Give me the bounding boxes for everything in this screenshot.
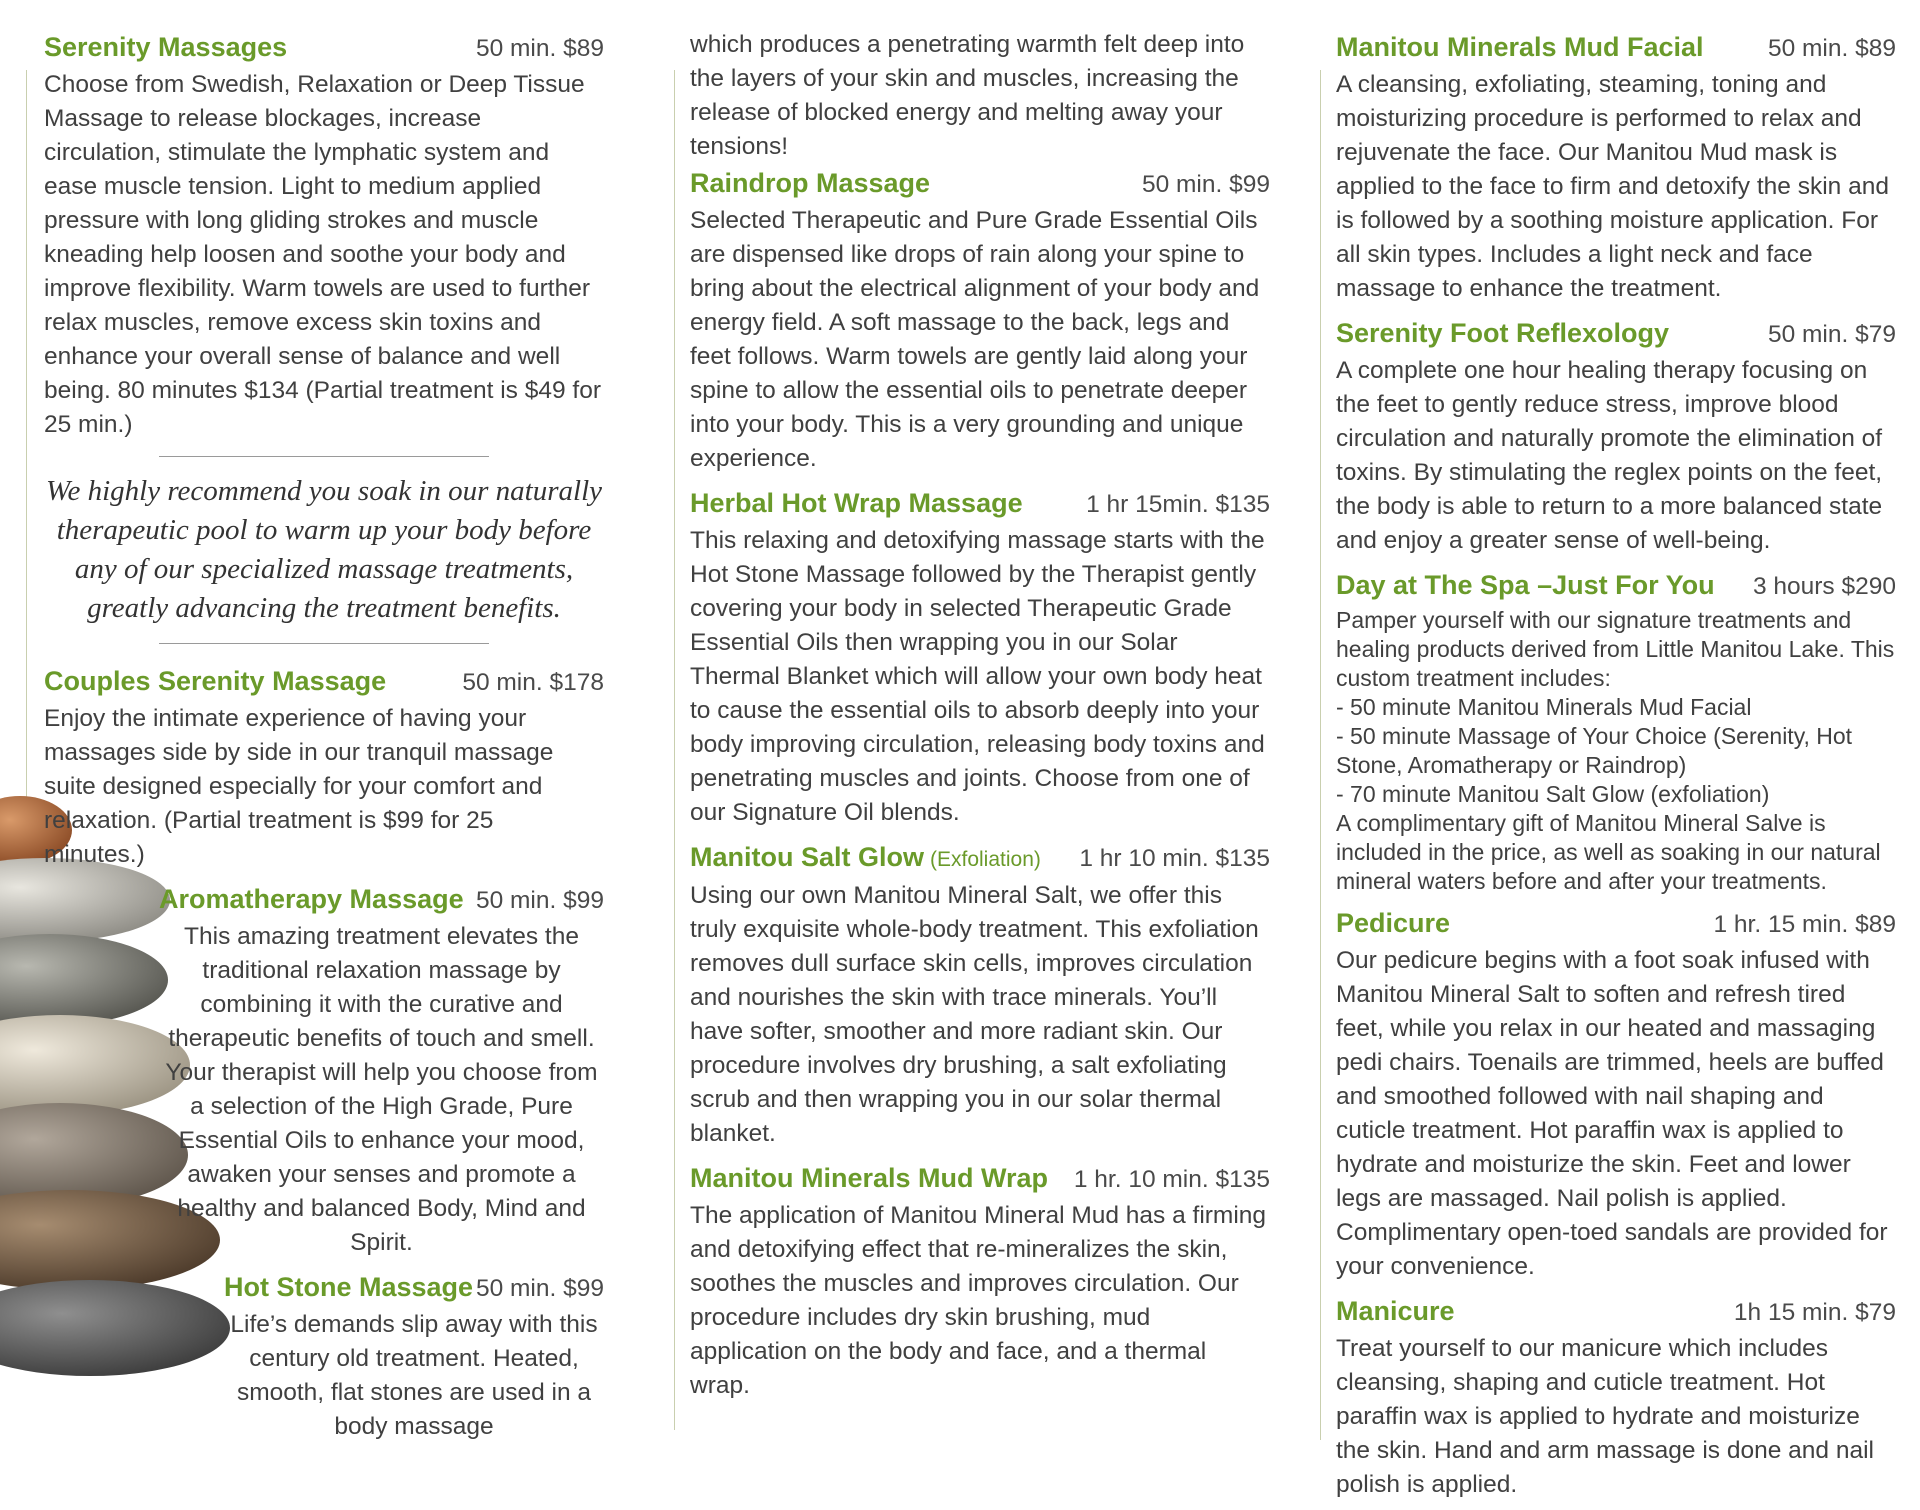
- service-couples-serenity-massage: [44, 662, 604, 872]
- service-title: Manicure: [1336, 1296, 1455, 1326]
- service-pedicure: [1336, 904, 1896, 1284]
- service-title: Manitou Salt Glow: [690, 842, 924, 872]
- service-foot-reflexology: [1336, 314, 1896, 558]
- service-title: Serenity Massages: [44, 32, 288, 62]
- service-title: Raindrop Massage: [690, 168, 931, 198]
- service-description: Life’s demands slip away with this century old treatment. Heated, smooth, flat stones are used in a body massage: [230, 1311, 598, 1440]
- service-description: The application of Manitou Mineral Mud has a firming and detoxifying effect that re-mineralizes the skin, soothes the muscles and improves circulation. Our procedure includes dry skin brushing, mud application on the body and face, and a thermal wrap.: [690, 1202, 1267, 1399]
- service-hot-stone-massage: [44, 1268, 604, 1444]
- service-description: Treat yourself to our manicure which includes cleansing, shaping and cuticle treatment. Hot paraffin wax is applied to hydrate and moisturize the skin. Hand and arm massage is done and nail polish is applied.: [1336, 1335, 1874, 1498]
- service-description: Our pedicure begins with a foot soak infused with Manitou Mineral Salt to soften and refresh tired feet, while you relax in our heated and massaging pedi chairs. Toenails are trimmed, heels are buffed and smoothed followed with nail shaping and cuticle treatment. Hot paraffin wax is applied to hydrate and moisturize the skin. Feet and lower legs are massaged. Nail polish is applied. Complimentary open-toed sandals are provided for your convenience.: [1336, 947, 1888, 1280]
- list-item: - 70 minute Manitou Salt Glow (exfoliation): [1336, 781, 1770, 807]
- service-price: 1 hr. 15 min. $89: [1713, 911, 1896, 938]
- service-price: 1 hr. 10 min. $135: [1073, 1166, 1270, 1193]
- service-manicure: [1336, 1292, 1896, 1502]
- column-divider-1: [26, 70, 27, 830]
- service-title: Herbal Hot Wrap Massage: [690, 488, 1023, 518]
- service-description: Choose from Swedish, Relaxation or Deep Tissue Massage to release blockages, increase circulation, stimulate the lymphatic system and ease muscle tension. Light to medium applied pressure with long gliding strokes and muscle kneading help loosen and soothe your body and improve flexibility. Warm towels are used to further relax muscles, remove excess skin toxins and enhance your overall sense of balance and well being. 80 minutes $134 (Partial treatment is $49 for 25 min.): [44, 71, 602, 438]
- service-raindrop-massage: [690, 164, 1270, 476]
- list-item: - 50 minute Massage of Your Choice (Serenity, Hot Stone, Aromatherapy or Raindrop): [1336, 723, 1853, 778]
- hot-stone-continued: which produces a penetrating warmth felt deep into the layers of your skin and muscles, increasing the release of blocked energy and melting away your tensions!: [690, 31, 1245, 160]
- service-description: Pamper yourself with our signature treatments and healing products derived from Little Manitou Lake. This custom treatment includes:: [1336, 607, 1895, 691]
- service-title: Hot Stone Massage: [224, 1272, 474, 1302]
- service-title: Day at The Spa –Just For You: [1336, 570, 1715, 600]
- service-title: Manitou Minerals Mud Facial: [1336, 32, 1704, 62]
- service-price: 3 hours $290: [1752, 573, 1896, 600]
- service-description: Enjoy the intimate experience of having your massages side by side in our tranquil massage suite designed especially for your comfort and relaxation. (Partial treatment is $99 for 25 minutes.): [44, 705, 554, 868]
- service-price: 50 min. $99: [475, 1275, 604, 1302]
- service-mud-wrap: [690, 1159, 1270, 1403]
- list-item: - 50 minute Manitou Minerals Mud Facial: [1336, 694, 1752, 720]
- service-price: 50 min. $89: [1767, 35, 1896, 62]
- service-price: 1 hr 15min. $135: [1086, 491, 1270, 518]
- column-2: [690, 28, 1270, 1411]
- service-title: Serenity Foot Reflexology: [1336, 318, 1670, 348]
- service-serenity-massages: [44, 28, 604, 442]
- service-price: 50 min. $178: [462, 669, 604, 696]
- service-aromatherapy-massage: [44, 880, 604, 1260]
- column-divider-2: [674, 70, 675, 1430]
- service-description: A complete one hour healing therapy focusing on the feet to gently reduce stress, improve blood circulation and naturally promote the elimination of toxins. By stimulating the reglex points on the feet, the body is able to return to a more balanced state and enjoy a greater sense of well-being.: [1336, 357, 1883, 554]
- service-mud-facial: [1336, 28, 1896, 306]
- service-manitou-salt-glow: [690, 838, 1270, 1151]
- included-items-list: [1336, 693, 1896, 809]
- column-3: [1336, 28, 1896, 1510]
- service-description: This amazing treatment elevates the traditional relaxation massage by combining it with the curative and therapeutic benefits of touch and smell. Your therapist will help you choose from a selection of the High Grade, Pure Essential Oils to enhance your mood, awaken your senses and promote a healthy and balanced Body, Mind and Spirit.: [165, 923, 598, 1256]
- service-gift-note: A complimentary gift of Manitou Mineral Salve is included in the price, as well as soaking in our natural mineral waters before and after your treatments.: [1336, 810, 1881, 894]
- service-price: 50 min. $99: [1141, 171, 1270, 198]
- column-1: [44, 28, 604, 1452]
- service-description: Using our own Manitou Mineral Salt, we offer this truly exquisite whole-body treatment. This exfoliation removes dull surface skin cells, improves circulation and nourishes the skin with trace minerals. You’ll have softer, smoother and more radiant skin. Our procedure involves dry brushing, a salt exfoliating scrub and then wrapping you in our solar thermal blanket.: [690, 882, 1259, 1147]
- service-title: Manitou Minerals Mud Wrap: [690, 1163, 1049, 1193]
- service-title: Pedicure: [1336, 908, 1451, 938]
- soak-recommendation: We highly recommend you soak in our naturally therapeutic pool to warm up your body before any of our specialized massage treatments, greatly advancing the treatment benefits.: [44, 456, 604, 644]
- service-description: Selected Therapeutic and Pure Grade Essential Oils are dispensed like drops of rain along your spine to bring about the electrical alignment of your body and energy field. A soft massage to the back, legs and feet follows. Warm towels are gently laid along your spine to allow the essential oils to penetrate deeper into your body. This is a very grounding and unique experience.: [690, 207, 1260, 472]
- service-price: 1h 15 min. $79: [1733, 1299, 1896, 1326]
- service-description: A cleansing, exfoliating, steaming, toning and moisturizing procedure is performed to relax and rejuvenate the face. Our Manitou Mud mask is applied to the face to firm and detoxify the skin and is followed by a soothing moisture application. For all skin types. Includes a light neck and face massage to enhance the treatment.: [1336, 71, 1889, 302]
- service-subtitle: (Exfoliation): [930, 848, 1041, 871]
- service-description: This relaxing and detoxifying massage starts with the Hot Stone Massage followed by the Therapist gently covering your body in selected Therapeutic Grade Essential Oils then wrapping you in our Solar Thermal Blanket which will allow your own body heat to cause the essential oils to absorb deeply into your body improving circulation, releasing body toxins and penetrating muscles and joints. Choose from one of our Signature Oil blends.: [690, 527, 1265, 826]
- column-divider-3: [1320, 70, 1321, 1440]
- service-herbal-hot-wrap: [690, 484, 1270, 830]
- service-title: Couples Serenity Massage: [44, 666, 387, 696]
- service-price: 50 min. $99: [475, 887, 604, 914]
- service-day-at-the-spa: [1336, 566, 1896, 896]
- service-title: Aromatherapy Massage: [159, 884, 464, 914]
- service-price: 50 min. $89: [475, 35, 604, 62]
- service-price: 50 min. $79: [1767, 321, 1896, 348]
- service-price: 1 hr 10 min. $135: [1079, 845, 1270, 872]
